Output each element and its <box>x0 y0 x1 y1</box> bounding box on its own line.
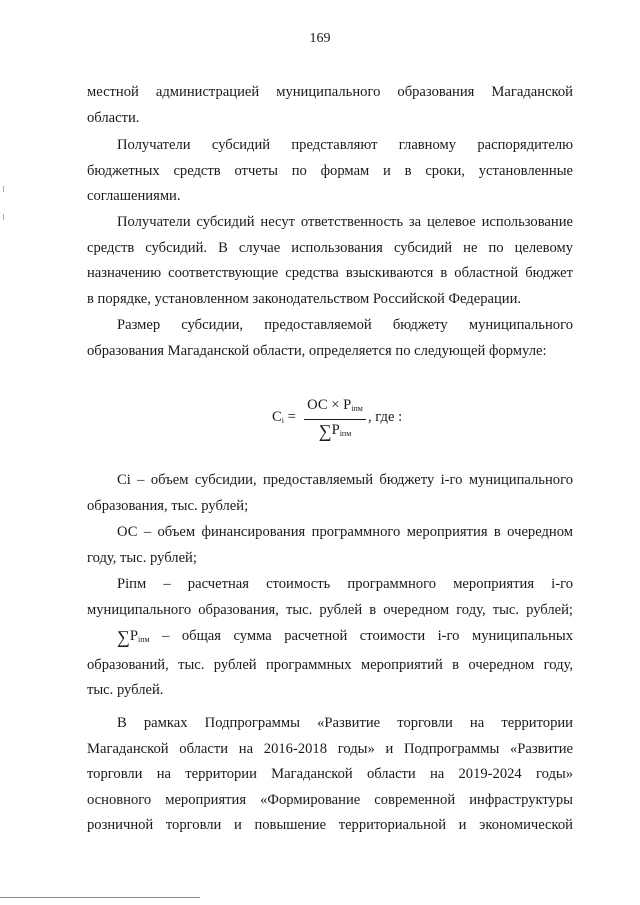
sum-symbol: ∑ <box>117 627 130 647</box>
paragraph-line: тыс. рублей. <box>87 682 164 699</box>
paragraph-line: бюджетных средств отчеты по формам и в сроки, установленные <box>87 162 573 179</box>
paragraph-line: области. <box>87 109 140 126</box>
definition-sum <box>87 624 573 704</box>
bottom-rule <box>0 897 200 898</box>
paragraph-line: местной администрацией муниципального образования Магаданской <box>87 84 573 100</box>
paragraph-line: $\sum P_{iпм}$ – общая сумма расчетной стоимости i-го муниципальных <box>117 627 573 647</box>
paragraph-line: В рамках Подпрограммы «Развитие торговли на территории <box>117 715 573 731</box>
paragraph-3 <box>87 210 573 312</box>
definition-ci <box>87 468 573 519</box>
paragraph-line: образования Магаданской области, определяется по следующей формуле: <box>87 342 547 359</box>
paragraph-line: муниципального образования, тыс. рублей в очередном году, тыс. рублей; <box>87 601 573 618</box>
paragraph-2 <box>87 133 573 210</box>
paragraph-1 <box>87 80 573 131</box>
paragraph-line: Получатели субсидий несут ответственность за целевое использование <box>117 214 573 230</box>
formula-tail: , где : <box>368 409 403 425</box>
paragraph-line: образования, тыс. рублей; <box>87 497 249 514</box>
paragraph-4 <box>87 313 573 364</box>
formula-denominator: $\sum P_{iпм}$ <box>318 421 352 441</box>
formula-numerator: ОС × $P_{iпм}$ <box>304 396 366 420</box>
paragraph-line: в порядке, установленном законодательством Российской Федерации. <box>87 290 522 307</box>
definition-os <box>87 520 573 571</box>
page-number: 169 <box>309 31 331 46</box>
paragraph-line: Размер субсидии, предоставляемой бюджету муниципального <box>117 317 573 333</box>
paragraph-line: средств субсидий. В случае использования субсидий не по целевому <box>87 239 573 256</box>
subsidy-formula <box>272 396 402 446</box>
paragraph-line: Получатели субсидий представляют главному распорядителю <box>117 137 573 153</box>
paragraph-line: Ci – объем субсидии, предоставляемый бюджету i-го муниципального <box>117 472 573 488</box>
paragraph-line: ОС – объем финансирования программного мероприятия в очередном <box>117 524 573 540</box>
margin-mark <box>3 214 4 220</box>
definition-pipm <box>87 572 573 623</box>
paragraph-line: образований, тыс. рублей программных мероприятий в очередном году, <box>87 656 573 673</box>
paragraph-line: Piпм – расчетная стоимость программного мероприятия i-го <box>117 576 573 592</box>
paragraph-line: соглашениями. <box>87 188 181 205</box>
formula-fraction <box>304 396 366 444</box>
paragraph-line: назначению соответствующие средства взыскиваются в областной бюджет <box>87 265 573 282</box>
paragraph-line: основного мероприятия «Формирование современной инфраструктуры <box>87 791 573 808</box>
paragraph-line: году, тыс. рублей; <box>87 549 197 566</box>
paragraph-line: Магаданской области на 2016-2018 годы» и Подпрограммы «Развитие <box>87 740 573 757</box>
paragraph-5 <box>87 711 573 839</box>
paragraph-line: розничной торговли и повышение территориальной и экономической <box>87 817 573 834</box>
paragraph-line: торговли на территории Магаданской области на 2019-2024 годы» <box>87 766 573 783</box>
formula-lhs: $C_i$ = <box>272 409 296 425</box>
margin-mark <box>3 186 4 192</box>
